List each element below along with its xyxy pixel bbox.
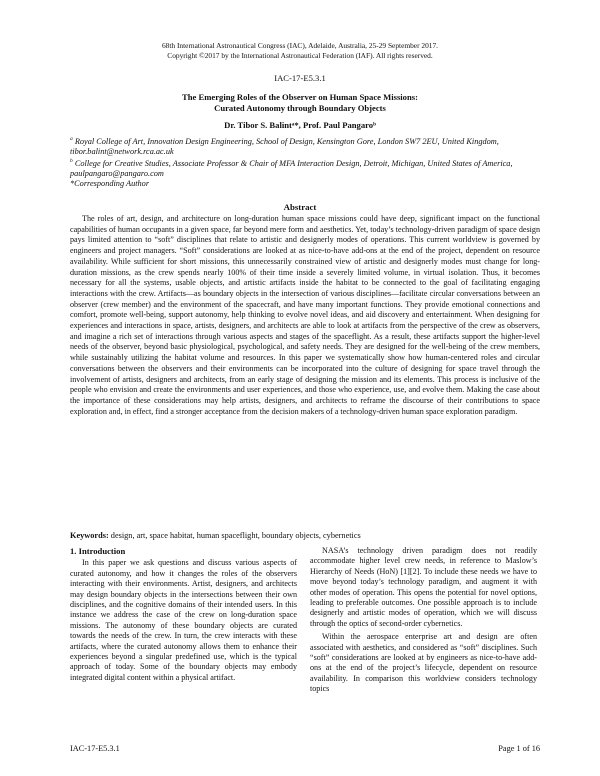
keywords-text: design, art, space habitat, human spaceflight, boundary objects, cybernetics	[110, 531, 361, 540]
body-column-right	[310, 546, 537, 698]
keywords-label: Keywords:	[70, 531, 109, 540]
title-line2: Curated Autonomy through Boundary Objects	[214, 103, 386, 113]
copyright-header-line2: Copyright ©2017 by the International Astronautical Federation (IAF). All rights reserved.	[167, 51, 433, 60]
footer-paper-id: IAC-17-E5.3.1	[70, 744, 120, 753]
abstract-text: The roles of art, design, and architecture on long-duration human space missions could have deep, significant impact on the functional capabilities of human occupants in a given space, far beyond mere form and aesthetics. Yet, today’s technology-driven paradigm of space design pays limited attention to “soft” disciplines that relate to artistic and designerly modes of operations. This current worldview is governed by engineers and project managers. “Soft” considerations are looked at as nice-to-have add-ons at the end of the project, dependent on resource availability. While sufficient for short missions, this unnecessarily constrained view of artistic and designerly modes must change for long-duration missions, as the crew spends nearly 100% of their time inside a severely limited volume, in virtual isolation. Thus, it becomes necessary for all the systems, usable objects, and artistic artifacts inside the habitat to be connected to the goal of facilitating engaging interactions with the crew. Artifacts—as boundary objects in the intersection of various disciplines—facilitate circular conversations between an observer (crew member) and the environment of the spacecraft, and have many important functions. They provide emotional connections and comfort, promote well-being, support autonomy, help thinking to evolve novel ideas, and aid discovery and entertainment. When designing for experiences and interactions in space, artists, designers, and architects are able to look at artifacts from the perspective of the crew as observers, and imagine a rich set of interactions through various aspects and stages of the spaceflight. As a result, these artifacts support the higher-level needs of the observer, beyond basic physiological, psychological, and safety needs. They are designed for the well-being of the crew members, while sustainably utilizing the habitat volume and resources. In this paper we systematically show how human-centered roles and circular conversations between the observers and their environments can be incorporated into the culture of designing for space travel through the involvement of artists, designers and architects, from an early stage of designing the mission and its elements. This process is inclusive of the people who envision and create the environments and user experiences, and those who experience, use, and evolve them. Making the case about the importance of these considerations may help artists, designers, and architects to reframe the discourse of their contributions to space exploration and, in effect, find a stronger acceptance from the decision makers of a technology-driven human space exploration paradigm.	[70, 214, 540, 416]
affiliation-b-text: College for Creative Studies, Associate Professor & Chair of MFA Interaction Design, Detroit, Michigan, United States of America, paulpangaro@pangaro.com	[70, 158, 513, 179]
affiliation-a-text: Royal College of Art, Innovation Design Engineering, School of Design, Kensington Gore, London SW7 2EU, United Kingdom, tibor.balint@network.rca.ac.uk	[70, 136, 499, 157]
affiliation-b	[70, 156, 540, 180]
paper-title	[0, 92, 600, 114]
affiliation-a-marker: a	[70, 136, 73, 142]
keywords	[70, 531, 540, 540]
author-list: Dr. Tibor S. Balintᵃ*, Prof. Paul Pangaroᵇ	[224, 120, 376, 130]
intro-paragraph-3: Within the aerospace enterprise art and design are often associated with aesthetics, and considered as “soft” disciplines. Such “soft” considerations are looked at by engineers as nice-to-have add-ons at the end of the project’s lifecycle, dependent on resource availability. In comparison this worldview considers technology topics	[310, 632, 537, 694]
title-line1: The Emerging Roles of the Observer on Human Space Missions:	[182, 92, 418, 102]
conference-header-line1: 68th International Astronautical Congress (IAC), Adelaide, Australia, 25-29 September 2017.	[161, 41, 439, 50]
affiliation-b-marker: b	[70, 158, 73, 164]
intro-paragraph-2: NASA’s technology driven paradigm does not readily accommodate higher level crew needs, in reference to Maslow’s Hierarchy of Needs (HoN) [1][2]. To include these needs we have to move beyond today’s technology paradigm, and augment it with other modes of operation. This opens the potential for novel options, leading to preferable outcomes. One possible approach is to include designerly and artistic modes of operation, which we will discuss through the optics of second-order cybernetics.	[310, 546, 537, 628]
footer-page-number: Page 1 of 16	[498, 744, 540, 753]
section-heading-introduction: 1. Introduction	[70, 546, 126, 556]
abstract-heading: Abstract	[283, 202, 317, 212]
paper-id: IAC-17-E5.3.1	[274, 73, 326, 83]
body-column-left	[70, 546, 297, 686]
intro-paragraph-1: In this paper we ask questions and discuss various aspects of curated autonomy, and how it changes the roles of the observers interacting with their environments. Artist, designers, and architects may design boundary objects in the intersections between their own disciplines, and the cognitive domains of their intended users. In this instance we address the case of the crew on long-duration space missions. The autonomy of these boundary objects are curated towards the needs of the crew. In turn, the crew interacts with these artifacts, where the curated autonomy allows them to enhance their experiences beyond a singular predefined use, which is the typical approach of today. Some of the boundary objects may embody integrated digital content within a physical artifact.	[70, 558, 297, 682]
affiliation-a	[70, 134, 540, 158]
corresponding-author-note: *Corresponding Author	[70, 179, 150, 188]
